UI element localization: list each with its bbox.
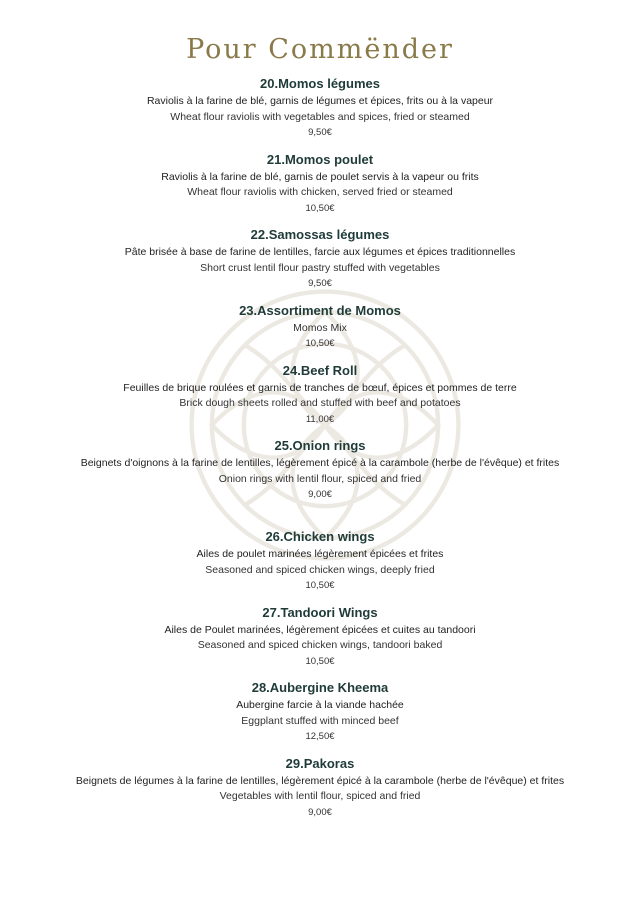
item-description-fr: Aubergine farcie à la viande hachée xyxy=(236,699,404,711)
item-description-fr: Beignets d'oignons à la farine de lentilles, légèrement épicé à la carambole (herbe de l'évêque) et frites xyxy=(80,457,560,469)
menu-item-21 xyxy=(40,150,600,226)
item-description-fr: Ailes de poulet marinées légèrement épicées et frites xyxy=(196,548,444,560)
item-name: 22.Samossas légumes xyxy=(250,227,390,242)
item-description-en: Vegetables with lentil flour, spiced and fried xyxy=(219,790,421,802)
item-description-fr: Raviolis à la farine de blé, garnis de poulet servis à la vapeur ou frits xyxy=(161,170,479,183)
item-name: 20.Momos légumes xyxy=(260,76,380,91)
menu-item-29 xyxy=(40,754,600,845)
item-description-en: Short crust lentil flour pastry stuffed with vegetables xyxy=(200,261,440,274)
item-price: 9,50€ xyxy=(308,278,332,289)
item-description-en: Wheat flour raviolis with vegetables and spices, fried or steamed xyxy=(170,110,470,123)
item-description-fr: Ailes de Poulet marinées, légèrement épicées et cuites au tandoori xyxy=(164,623,476,636)
item-description-en: Wheat flour raviolis with chicken, served fried or steamed xyxy=(187,186,453,198)
item-name: 24.Beef Roll xyxy=(282,362,358,378)
item-name: 27.Tandoori Wings xyxy=(262,604,378,620)
item-price: 10,50€ xyxy=(305,202,335,214)
menu-list xyxy=(40,74,600,845)
item-description-en: Brick dough sheets rolled and stuffed with beef and potatoes xyxy=(179,397,461,409)
item-description-en: Seasoned and spiced chicken wings, tandoori baked xyxy=(197,639,443,651)
menu-item-26 xyxy=(40,527,600,603)
page-title: Pour Commënder xyxy=(186,34,454,65)
item-description-en: Onion rings with lentil flour, spiced and fried xyxy=(218,472,422,485)
menu-item-27 xyxy=(40,603,600,679)
item-price: 11,00€ xyxy=(305,413,335,425)
menu-item-23 xyxy=(40,301,600,361)
item-price: 9,50€ xyxy=(308,127,332,138)
item-description-en: Momos Mix xyxy=(293,321,347,334)
item-price: 12,50€ xyxy=(305,731,335,742)
item-price: 10,50€ xyxy=(305,338,335,349)
item-price: 10,50€ xyxy=(305,580,335,591)
item-description-en: Eggplant stuffed with minced beef xyxy=(241,714,399,727)
menu-item-24 xyxy=(40,361,600,437)
item-price: 9,00€ xyxy=(308,489,332,500)
item-description-fr: Pâte brisée à base de farine de lentilles, farcie aux légumes et épices traditionnelles xyxy=(124,246,516,258)
item-name: 26.Chicken wings xyxy=(265,529,375,544)
item-name: 29.Pakoras xyxy=(285,755,355,771)
item-description-fr: Raviolis à la farine de blé, garnis de légumes et épices, frits ou à la vapeur xyxy=(146,95,494,107)
item-name: 28.Aubergine Kheema xyxy=(251,680,389,695)
item-description-fr: Feuilles de brique roulées et garnis de tranches de bœuf, épices et pommes de terre xyxy=(123,381,517,394)
item-price: 10,50€ xyxy=(305,655,335,667)
item-name: 21.Momos poulet xyxy=(266,151,374,167)
item-name: 25.Onion rings xyxy=(274,438,366,453)
item-price: 9,00€ xyxy=(308,806,332,818)
menu-item-20 xyxy=(40,74,600,150)
menu-item-25 xyxy=(40,436,600,527)
menu-item-28 xyxy=(40,678,600,754)
item-description-en: Seasoned and spiced chicken wings, deeply fried xyxy=(205,563,435,576)
item-name: 23.Assortiment de Momos xyxy=(239,302,401,318)
menu-item-22 xyxy=(40,225,600,301)
item-description-fr: Beignets de légumes à la farine de lentilles, légèrement épicé à la carambole (herbe de l'évêque) et frites xyxy=(75,774,565,787)
